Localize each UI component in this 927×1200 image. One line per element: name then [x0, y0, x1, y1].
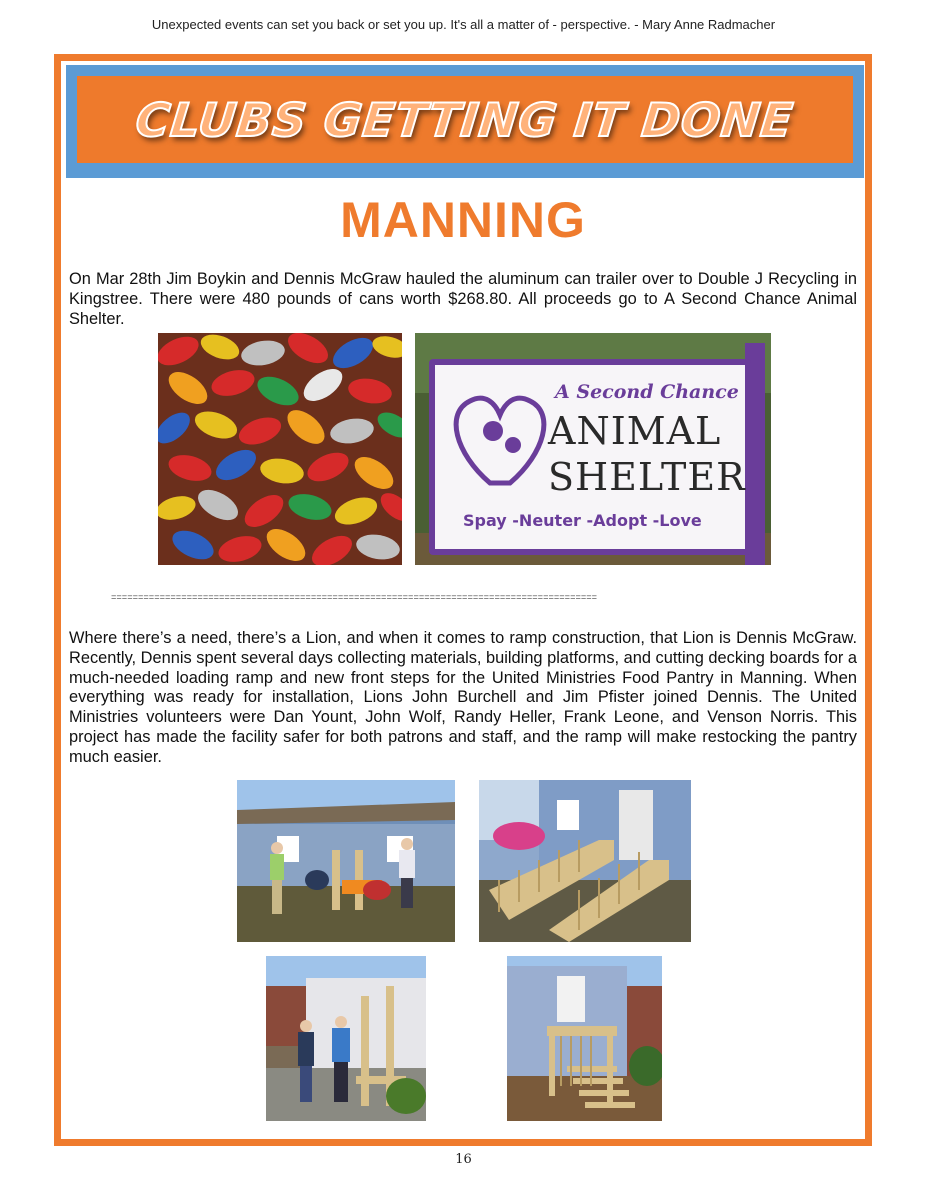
sign-line1: A Second Chance: [555, 381, 739, 403]
paragraph-ramp: Where there’s a need, there’s a Lion, and when it comes to ramp construction, that Lion is Dennis McGraw. Recently, Dennis spent several days collecting materials, building platforms, and cutting decking boards for a much-needed loading ramp and new front steps for the United Ministries Food Pantry in Manning. When everything was ready for installation, Lions John Burchell and Jim Pfister joined Dennis. The United Ministries volunteers were Dan Yount, John Wolf, Randy Heller, Frank Leone, and Venson Norris. This project has made the facility safer for both patrons and staff, and the ramp will make restocking the pantry much easier.: [69, 629, 857, 766]
section-heading: MANNING: [340, 192, 586, 248]
ramp-photo-2: [479, 780, 691, 942]
banner: [66, 65, 864, 178]
banner-inner: [77, 76, 853, 163]
section-divider: ==========================================================================================: [111, 593, 598, 603]
ramp-photo-4: [507, 956, 662, 1121]
header-quote: Unexpected events can set you back or set you up. It's all a matter of - perspective. - Mary Anne Radmacher: [151, 17, 776, 32]
paragraph-recycling: On Mar 28th Jim Boykin and Dennis McGraw hauled the aluminum can trailer over to Double J Recycling in Kingstree. There were 480 pounds of cans worth $268.80. All proceeds go to A Second Chance Animal Shelter.: [69, 270, 857, 328]
sign-line2: ANIMAL: [548, 409, 722, 453]
sign-line3: SHELTER: [548, 455, 746, 499]
article-frame: [54, 54, 872, 1146]
page-number: 16: [455, 1152, 472, 1167]
banner-title: CLUBS GETTING IT DONE: [133, 92, 797, 147]
cans-photo: [158, 333, 402, 565]
shelter-sign-photo: [415, 333, 771, 565]
ramp-photo-3: [266, 956, 426, 1121]
ramp-photo-1: [237, 780, 455, 942]
sign-tagline: Spay -Neuter -Adopt -Love: [463, 511, 702, 530]
